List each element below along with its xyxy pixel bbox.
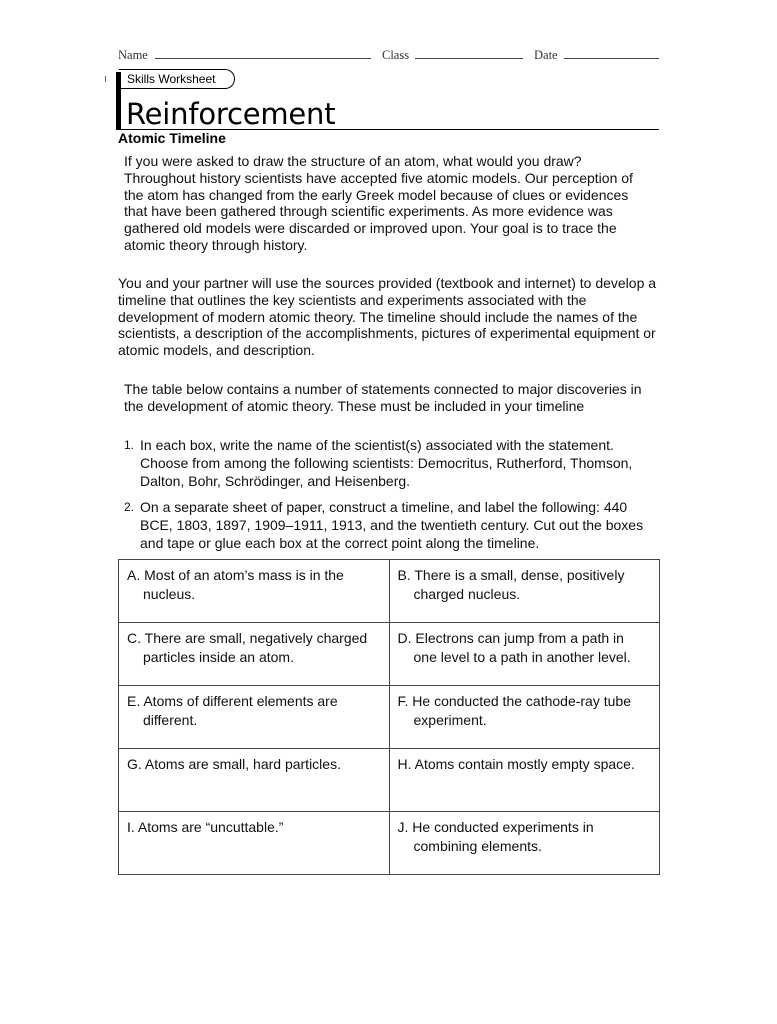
statement-cell [119, 560, 390, 623]
date-label: Date [534, 48, 558, 62]
statement-cell [119, 812, 390, 875]
instruction-text: On a separate sheet of paper, construct a timeline, and label the following: 440 BCE, 1803, 1897, 1909–1911, 1913, and the twentieth century. Cut out the boxes and tape or glue each box at the correct point along the timeline. [140, 499, 644, 551]
statement-text: H. Atoms contain mostly empty space. [397, 756, 635, 772]
name-field[interactable] [155, 58, 371, 59]
statement-cell [389, 812, 660, 875]
statement-cell [119, 686, 390, 749]
statement-cell [389, 686, 660, 749]
task-paragraph: You and your partner will use the sources provided (textbook and internet) to develop a timeline that outlines the key scientists and experiments associated with the development of modern atomic theory. The timeline should include the names of the scientists, a description of the accomplishments, pictures of experimental equipment or atomic models, and description. [118, 275, 657, 359]
class-field[interactable] [415, 58, 523, 59]
table-row [119, 686, 660, 749]
instruction-number: 2. [124, 500, 135, 514]
instruction-text: In each box, write the name of the scientist(s) associated with the statement. Choose from among the following scientists: Democritus, Rutherford, Thomson, Dalton, Bohr, Schrödinger, and Heisenberg. [140, 437, 633, 489]
page-title: Reinforcement [126, 97, 336, 131]
statement-cell [119, 623, 390, 686]
class-label: Class [382, 48, 410, 62]
instruction-number: 1. [124, 438, 135, 452]
date-field[interactable] [564, 58, 659, 59]
statement-cell [389, 623, 660, 686]
table-row [119, 623, 660, 686]
table-row [119, 749, 660, 812]
statement-text: G. Atoms are small, hard particles. [127, 756, 341, 772]
name-label: Name [118, 48, 148, 62]
statement-text: I. Atoms are “uncuttable.” [127, 819, 284, 835]
intro-paragraph: If you were asked to draw the structure of an atom, what would you draw? Throughout history scientists have accepted five atomic models. Our perception of the atom has changed from the early Greek model because of clues or evidences that have been gathered through scientific experiments. As more evidence was gathered old models were discarded or improved upon. Your goal is to trace the atomic theory through history. [124, 153, 633, 253]
statement-cell [389, 749, 660, 812]
table-intro-paragraph: The table below contains a number of statements connected to major discoveries in the development of atomic theory. These must be included in your timeline [124, 381, 642, 414]
statement-text: B. There is a small, dense, positively charged nucleus. [397, 567, 625, 602]
statements-table [118, 559, 660, 875]
section-subtitle: Atomic Timeline [118, 130, 226, 146]
statement-cell [389, 560, 660, 623]
statement-text: J. He conducted experiments in combining elements. [397, 819, 594, 854]
statement-text: E. Atoms of different elements are different. [127, 693, 338, 728]
statement-text: C. There are small, negatively charged particles inside an atom. [127, 630, 368, 665]
statement-text: A. Most of an atom’s mass is in the nucleus. [127, 567, 344, 602]
margin-tick [105, 76, 106, 82]
table-row [119, 812, 660, 875]
statement-cell [119, 749, 390, 812]
statement-text: D. Electrons can jump from a path in one level to a path in another level. [397, 630, 631, 665]
worksheet-tag: Skills Worksheet [119, 69, 235, 89]
table-row [119, 560, 660, 623]
statement-text: F. He conducted the cathode-ray tube experiment. [397, 693, 631, 728]
